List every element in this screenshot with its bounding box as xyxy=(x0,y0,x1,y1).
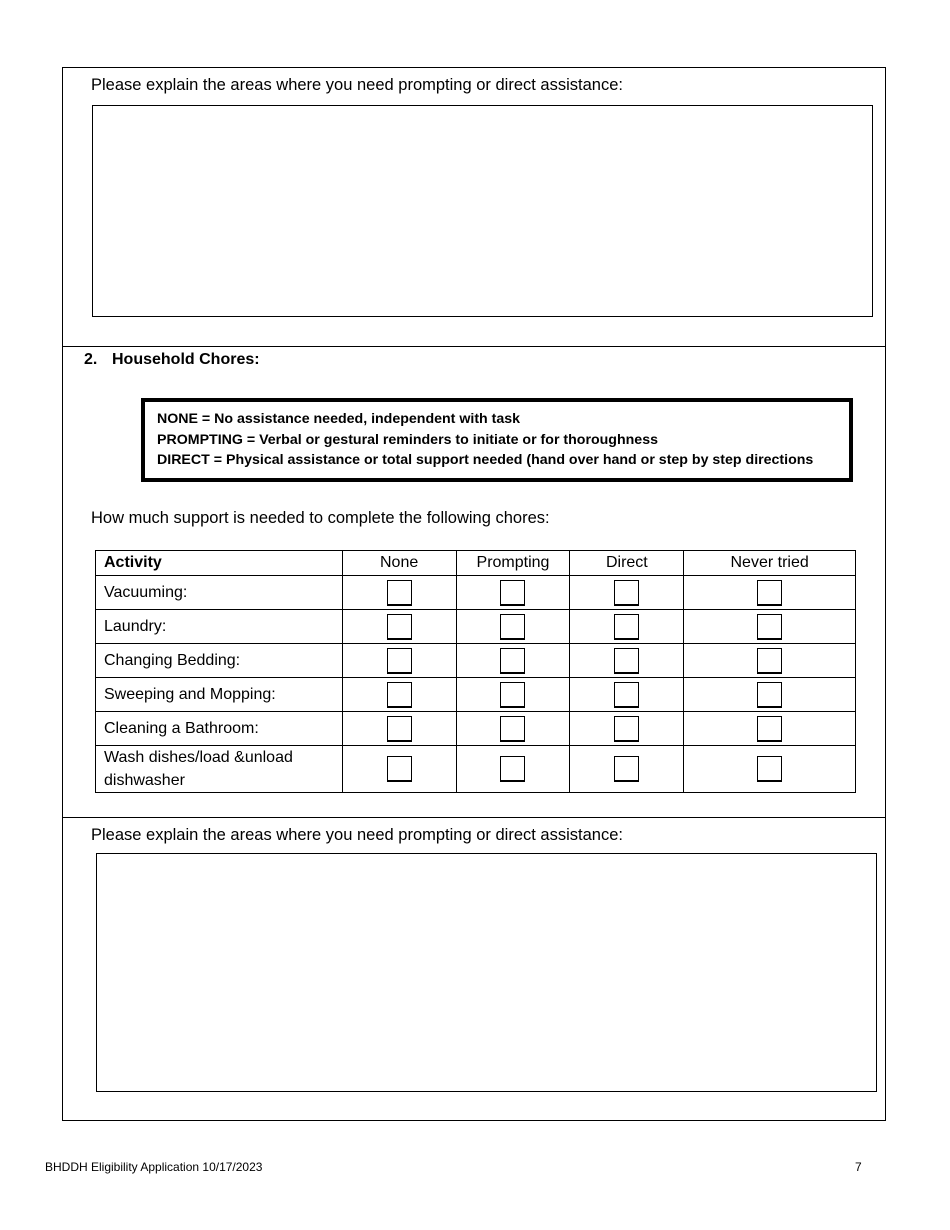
footer-page-number: 7 xyxy=(855,1160,862,1174)
chores-table xyxy=(95,550,856,793)
header-none: None xyxy=(342,551,456,576)
activity-label: Laundry: xyxy=(96,610,343,644)
footer-document-title: BHDDH Eligibility Application 10/17/2023 xyxy=(45,1160,263,1174)
activity-label: Vacuuming: xyxy=(96,576,343,610)
header-activity: Activity xyxy=(96,551,343,576)
section-heading-household-chores xyxy=(84,351,260,369)
support-legend-box xyxy=(141,398,853,482)
legend-direct: DIRECT = Physical assistance or total support needed (hand over hand or step by step directions xyxy=(157,452,814,468)
wash-dishes-prompting-checkbox[interactable] xyxy=(500,756,525,782)
laundry-prompting-checkbox[interactable] xyxy=(500,614,525,640)
table-row xyxy=(96,678,856,712)
sweeping-mopping-none-checkbox[interactable] xyxy=(387,682,412,708)
form-frame xyxy=(62,67,886,1121)
table-row xyxy=(96,644,856,678)
activity-label: Sweeping and Mopping: xyxy=(96,678,343,712)
table-row xyxy=(96,712,856,746)
cleaning-bathroom-prompting-checkbox[interactable] xyxy=(500,716,525,742)
vacuuming-prompting-checkbox[interactable] xyxy=(500,580,525,606)
explain-textbox-2[interactable] xyxy=(96,853,877,1092)
sweeping-mopping-prompting-checkbox[interactable] xyxy=(500,682,525,708)
wash-dishes-never-tried-checkbox[interactable] xyxy=(757,756,782,782)
cleaning-bathroom-none-checkbox[interactable] xyxy=(387,716,412,742)
vacuuming-none-checkbox[interactable] xyxy=(387,580,412,606)
sweeping-mopping-never-tried-checkbox[interactable] xyxy=(757,682,782,708)
changing-bedding-never-tried-checkbox[interactable] xyxy=(757,648,782,674)
table-header-row xyxy=(96,551,856,576)
cleaning-bathroom-direct-checkbox[interactable] xyxy=(614,716,639,742)
explain-prompt-1: Please explain the areas where you need prompting or direct assistance: xyxy=(91,76,623,94)
activity-label: Cleaning a Bathroom: xyxy=(96,712,343,746)
sweeping-mopping-direct-checkbox[interactable] xyxy=(614,682,639,708)
section-divider-2 xyxy=(63,817,885,818)
support-question: How much support is needed to complete the following chores: xyxy=(91,509,550,527)
wash-dishes-none-checkbox[interactable] xyxy=(387,756,412,782)
legend-prompting: PROMPTING = Verbal or gestural reminders to initiate or for thoroughness xyxy=(157,431,658,448)
header-prompting: Prompting xyxy=(456,551,570,576)
laundry-never-tried-checkbox[interactable] xyxy=(757,614,782,640)
changing-bedding-prompting-checkbox[interactable] xyxy=(500,648,525,674)
table-row xyxy=(96,576,856,610)
changing-bedding-direct-checkbox[interactable] xyxy=(614,648,639,674)
table-row xyxy=(96,610,856,644)
cleaning-bathroom-never-tried-checkbox[interactable] xyxy=(757,716,782,742)
table-row xyxy=(96,746,856,793)
laundry-direct-checkbox[interactable] xyxy=(614,614,639,640)
laundry-none-checkbox[interactable] xyxy=(387,614,412,640)
header-direct: Direct xyxy=(570,551,684,576)
section-number: 2. xyxy=(84,351,98,368)
section-title: Household Chores: xyxy=(112,351,260,368)
vacuuming-direct-checkbox[interactable] xyxy=(614,580,639,606)
activity-label: Wash dishes/load &unload dishwasher xyxy=(96,746,343,793)
section-divider-1 xyxy=(63,346,885,347)
legend-none: NONE = No assistance needed, independent with task xyxy=(157,411,521,427)
explain-prompt-2: Please explain the areas where you need prompting or direct assistance: xyxy=(91,826,623,844)
explain-textbox-1[interactable] xyxy=(92,105,873,317)
activity-label: Changing Bedding: xyxy=(96,644,343,678)
vacuuming-never-tried-checkbox[interactable] xyxy=(757,580,782,606)
header-never-tried: Never tried xyxy=(684,551,856,576)
changing-bedding-none-checkbox[interactable] xyxy=(387,648,412,674)
wash-dishes-direct-checkbox[interactable] xyxy=(614,756,639,782)
